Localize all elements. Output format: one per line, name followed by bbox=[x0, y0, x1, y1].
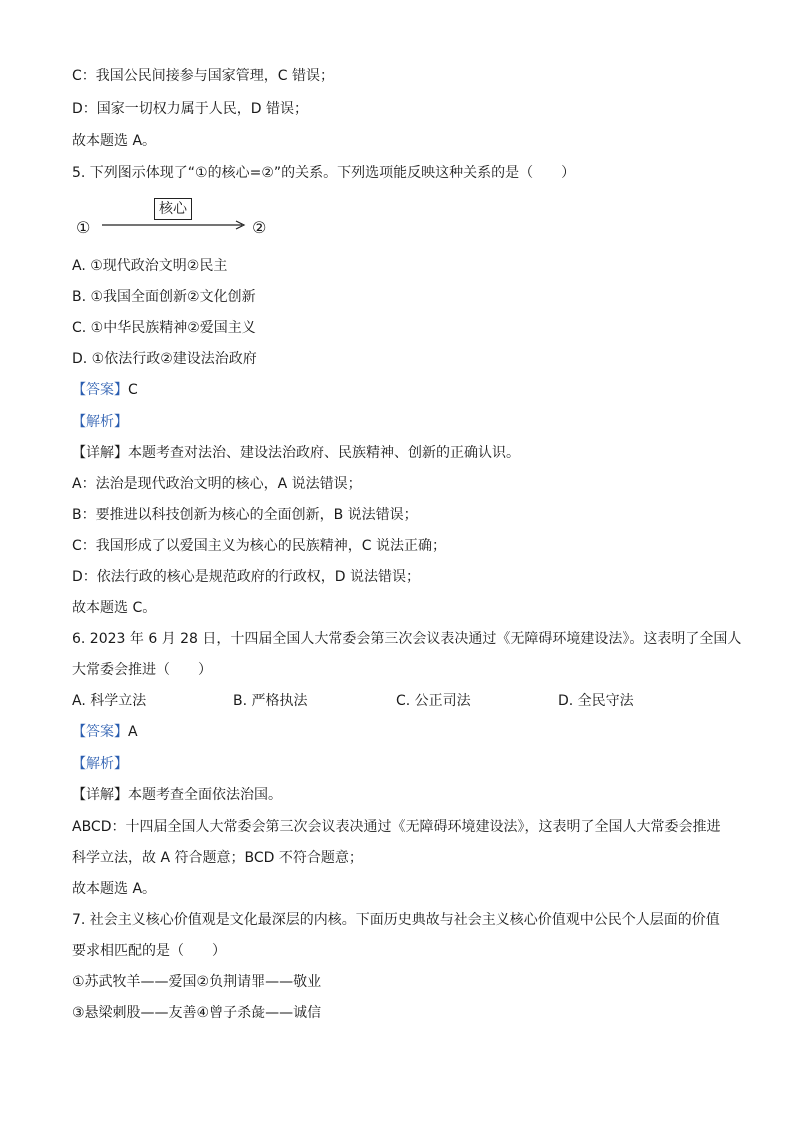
q6-answer bbox=[72, 723, 138, 741]
q5-analysis-tag bbox=[72, 413, 128, 431]
diagram-arrow-icon bbox=[102, 220, 250, 230]
answer-tag: 【答案】 bbox=[72, 382, 128, 398]
q5-option-a: A. ①现代政治文明②民主 bbox=[72, 258, 228, 274]
q5-answer bbox=[72, 381, 138, 399]
q5-option-d: D. ①依法行政②建设法治政府 bbox=[72, 351, 257, 367]
q7-items-line-1: ①苏武牧羊——爱国②负荆请罪——敬业 bbox=[72, 974, 322, 990]
q6-option-d: D. 全民守法 bbox=[558, 693, 634, 709]
q5-detail bbox=[72, 444, 520, 462]
analysis-tag: 【解析】 bbox=[72, 756, 128, 772]
detail-text: 本题考查对法治、建设法治政府、民族精神、创新的正确认识。 bbox=[128, 445, 520, 461]
q5-explanation-c: C：我国形成了以爱国主义为核心的民族精神，C 说法正确； bbox=[72, 538, 446, 554]
diagram-core-box: 核心 bbox=[154, 198, 192, 220]
detail-tag: 【详解】 bbox=[72, 445, 128, 461]
q5-explanation-b: B：要推进以科技创新为核心的全面创新，B 说法错误； bbox=[72, 507, 418, 523]
q5-option-c: C. ①中华民族精神②爱国主义 bbox=[72, 320, 256, 336]
q5-diagram bbox=[72, 196, 302, 242]
q6-stem-line-1: 6. 2023 年 6 月 28 日，十四届全国人大常委会第三次会议表决通过《无障碍环境建设法》。这表明了全国人 bbox=[72, 631, 742, 647]
q6-conclusion: 故本题选 A。 bbox=[72, 881, 157, 897]
q6-explanation-line-2: 科学立法，故 A 符合题意；BCD 不符合题意； bbox=[72, 850, 363, 866]
q6-option-a: A. 科学立法 bbox=[72, 693, 147, 709]
q7-stem-line-1: 7. 社会主义核心价值观是文化最深层的内核。下面历史典故与社会主义核心价值观中公民个人层面的价值 bbox=[72, 912, 720, 928]
analysis-tag: 【解析】 bbox=[72, 414, 128, 430]
answer-value: A bbox=[128, 724, 138, 740]
diagram-circle-1: ① bbox=[76, 218, 91, 237]
diagram-circle-2: ② bbox=[252, 218, 267, 237]
prev-explanation-c: C：我国公民间接参与国家管理，C 错误； bbox=[72, 68, 334, 84]
prev-conclusion: 故本题选 A。 bbox=[72, 133, 157, 149]
q5-conclusion: 故本题选 C。 bbox=[72, 600, 157, 616]
q7-stem-line-2: 要求相匹配的是（ ） bbox=[72, 943, 226, 959]
q6-detail bbox=[72, 786, 282, 804]
prev-explanation-d: D：国家一切权力属于人民，D 错误； bbox=[72, 101, 309, 117]
q6-option-c: C. 公正司法 bbox=[396, 693, 471, 709]
detail-tag: 【详解】 bbox=[72, 787, 128, 803]
answer-tag: 【答案】 bbox=[72, 724, 128, 740]
q5-stem: 5. 下列图示体现了“①的核心=②”的关系。下列选项能反映这种关系的是（ ） bbox=[72, 165, 576, 181]
detail-text: 本题考查全面依法治国。 bbox=[128, 787, 282, 803]
q6-explanation-line-1: ABCD：十四届全国人大常委会第三次会议表决通过《无障碍环境建设法》，这表明了全国人大常委会推进 bbox=[72, 819, 721, 835]
q7-items-line-2: ③悬梁刺股——友善④曾子杀彘——诚信 bbox=[72, 1005, 322, 1021]
q5-option-b: B. ①我国全面创新②文化创新 bbox=[72, 289, 256, 305]
q5-explanation-d: D：依法行政的核心是规范政府的行政权，D 说法错误； bbox=[72, 569, 421, 585]
answer-value: C bbox=[128, 382, 138, 398]
q5-explanation-a: A：法治是现代政治文明的核心，A 说法错误； bbox=[72, 476, 362, 492]
q6-stem-line-2: 大常委会推进（ ） bbox=[72, 662, 212, 678]
q6-option-b: B. 严格执法 bbox=[233, 693, 308, 709]
q6-analysis-tag bbox=[72, 755, 128, 773]
